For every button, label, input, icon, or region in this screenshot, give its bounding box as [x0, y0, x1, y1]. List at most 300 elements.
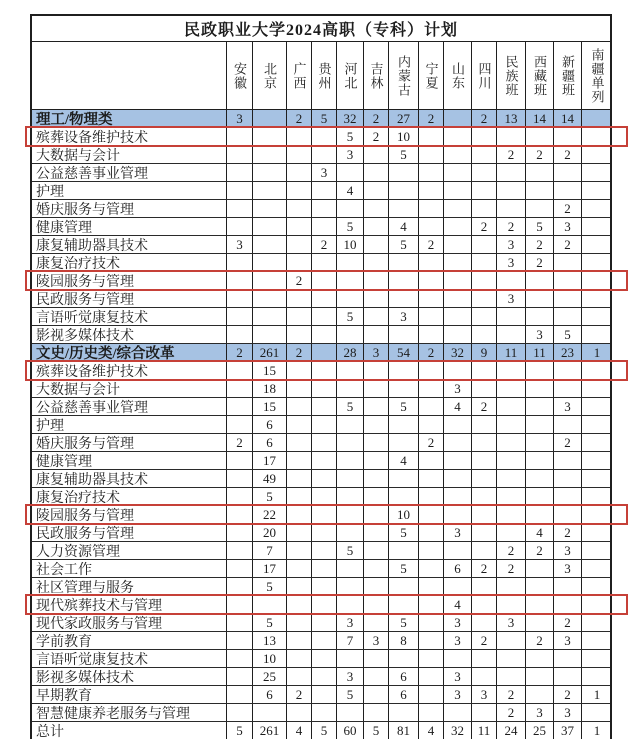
cell: [227, 596, 253, 613]
cell: [497, 488, 526, 505]
row-label: 康复辅助器具技术: [32, 236, 227, 253]
major-row: [32, 380, 610, 398]
cell: [582, 146, 612, 163]
row-label: 言语听觉康复技术: [32, 308, 227, 325]
cell: [444, 200, 472, 217]
row-label: 公益慈善事业管理: [32, 398, 227, 415]
cell: [497, 506, 526, 523]
cell: [582, 362, 612, 379]
cell: 5: [253, 578, 287, 595]
row-label: 康复治疗技术: [32, 254, 227, 271]
cell: [444, 650, 472, 667]
cell: 2: [312, 236, 337, 253]
cell: [337, 578, 364, 595]
cell: [312, 416, 337, 433]
row-label: 民政服务与管理: [32, 290, 227, 307]
cell: [444, 308, 472, 325]
cell: [253, 596, 287, 613]
cell: [337, 362, 364, 379]
cell: [364, 488, 389, 505]
cell: [472, 146, 497, 163]
cell: [337, 434, 364, 451]
row-label: 总计: [32, 722, 227, 739]
cell: 4: [526, 524, 554, 541]
cell: [287, 200, 312, 217]
cell: 3: [497, 290, 526, 307]
cell: 3: [337, 668, 364, 685]
cell: 28: [337, 344, 364, 361]
cell: [582, 524, 612, 541]
cell: [444, 110, 472, 127]
cell: 5: [389, 236, 419, 253]
cell: [287, 434, 312, 451]
cell: [444, 416, 472, 433]
cell: [444, 146, 472, 163]
row-label: 民政服务与管理: [32, 524, 227, 541]
cell: [526, 614, 554, 631]
cell: [253, 326, 287, 343]
cell: [364, 218, 389, 235]
cell: [582, 128, 612, 145]
cell: [364, 416, 389, 433]
cell: 3: [444, 524, 472, 541]
cell: 3: [444, 668, 472, 685]
cell: 49: [253, 470, 287, 487]
cell: 3: [444, 632, 472, 649]
cell: [287, 398, 312, 415]
cell: 2: [287, 686, 312, 703]
cell: [227, 470, 253, 487]
cell: [227, 380, 253, 397]
row-label: 大数据与会计: [32, 146, 227, 163]
cell: [419, 560, 444, 577]
cell: [582, 290, 612, 307]
cell: [253, 146, 287, 163]
highlighted-major-row: [32, 272, 610, 290]
cell: [472, 128, 497, 145]
cell: [312, 632, 337, 649]
cell: [287, 704, 312, 721]
cell: [389, 650, 419, 667]
cell: 23: [554, 344, 582, 361]
cell: [287, 146, 312, 163]
row-label: 学前教育: [32, 632, 227, 649]
cell: [472, 272, 497, 289]
cell: [526, 506, 554, 523]
cell: [312, 470, 337, 487]
cell: [364, 164, 389, 181]
column-header-label: 吉林: [368, 61, 384, 90]
cell: [287, 416, 312, 433]
major-row: [32, 182, 610, 200]
cell: [253, 110, 287, 127]
cell: 2: [497, 560, 526, 577]
cell: [497, 578, 526, 595]
column-header-label: 安徽: [232, 61, 247, 90]
row-label: 社区管理与服务: [32, 578, 227, 595]
cell: [526, 578, 554, 595]
cell: 8: [389, 632, 419, 649]
cell: [389, 434, 419, 451]
cell: 3: [364, 344, 389, 361]
cell: [364, 380, 389, 397]
highlighted-major-row: [32, 596, 610, 614]
cell: [472, 164, 497, 181]
cell: 5: [337, 218, 364, 235]
cell: [582, 254, 612, 271]
cell: [472, 524, 497, 541]
cell: [444, 290, 472, 307]
major-row: [32, 524, 610, 542]
cell: [582, 596, 612, 613]
cell: [497, 416, 526, 433]
column-header-label: 新疆班: [560, 54, 575, 97]
cell: [472, 182, 497, 199]
cell: [472, 596, 497, 613]
major-row: [32, 686, 610, 704]
cell: [554, 470, 582, 487]
cell: [419, 632, 444, 649]
cell: 5: [337, 308, 364, 325]
cell: [287, 596, 312, 613]
cell: [312, 308, 337, 325]
cell: [419, 668, 444, 685]
cell: 2: [227, 434, 253, 451]
major-row: [32, 254, 610, 272]
cell: [227, 614, 253, 631]
cell: [389, 704, 419, 721]
cell: [253, 236, 287, 253]
cell: [472, 650, 497, 667]
cell: [419, 380, 444, 397]
cell: [419, 686, 444, 703]
row-label: 康复治疗技术: [32, 488, 227, 505]
cell: [582, 272, 612, 289]
cell: 2: [419, 434, 444, 451]
cell: [497, 650, 526, 667]
section-header-row: [32, 344, 610, 362]
cell: [312, 434, 337, 451]
cell: [389, 200, 419, 217]
cell: 81: [389, 722, 419, 739]
cell: 5: [389, 398, 419, 415]
cell: 5: [253, 488, 287, 505]
cell: [444, 362, 472, 379]
cell: 32: [444, 344, 472, 361]
column-header-8: [419, 42, 444, 109]
major-row: [32, 542, 610, 560]
cell: 10: [253, 650, 287, 667]
cell: [554, 362, 582, 379]
cell: 3: [472, 686, 497, 703]
section-header-row: [32, 110, 610, 128]
cell: [419, 578, 444, 595]
cell: [287, 650, 312, 667]
cell: [364, 506, 389, 523]
cell: [337, 380, 364, 397]
cell: [419, 416, 444, 433]
major-row: [32, 290, 610, 308]
cell: 2: [497, 686, 526, 703]
cell: [364, 182, 389, 199]
major-row: [32, 200, 610, 218]
cell: [312, 398, 337, 415]
cell: [227, 524, 253, 541]
cell: [287, 632, 312, 649]
column-header-label: 民族班: [503, 54, 519, 97]
cell: 3: [497, 254, 526, 271]
cell: [364, 542, 389, 559]
cell: [227, 200, 253, 217]
cell: [497, 524, 526, 541]
cell: 5: [389, 614, 419, 631]
cell: [253, 182, 287, 199]
cell: 3: [554, 398, 582, 415]
cell: 10: [337, 236, 364, 253]
cell: [444, 434, 472, 451]
cell: 6: [253, 434, 287, 451]
cell: [526, 200, 554, 217]
column-header-label: 河北: [342, 61, 358, 90]
row-label: 殡葬设备维护技术: [32, 362, 227, 379]
cell: [472, 236, 497, 253]
cell: [554, 488, 582, 505]
cell: [472, 362, 497, 379]
cell: [389, 596, 419, 613]
column-header-13: [554, 42, 582, 109]
cell: [419, 650, 444, 667]
cell: [419, 254, 444, 271]
cell: [312, 326, 337, 343]
cell: [582, 182, 612, 199]
cell: [227, 128, 253, 145]
cell: 7: [337, 632, 364, 649]
cell: [364, 200, 389, 217]
major-row: [32, 578, 610, 596]
cell: [389, 488, 419, 505]
highlighted-major-row: [32, 362, 610, 380]
cell: 5: [337, 398, 364, 415]
highlighted-major-row: [32, 506, 610, 524]
table-body: [32, 110, 610, 739]
cell: 5: [364, 722, 389, 739]
cell: [582, 650, 612, 667]
row-label: 智慧健康养老服务与管理: [32, 704, 227, 721]
cell: [497, 200, 526, 217]
cell: [312, 614, 337, 631]
cell: 1: [593, 344, 601, 360]
cell: 25: [526, 722, 554, 739]
cell: [287, 506, 312, 523]
cell: [472, 614, 497, 631]
major-row: [32, 650, 610, 668]
cell: 2: [364, 110, 389, 127]
cell: [526, 650, 554, 667]
cell: [389, 542, 419, 559]
cell: [497, 326, 526, 343]
cell: 3: [389, 308, 419, 325]
cell: 11: [497, 344, 526, 361]
cell: [444, 488, 472, 505]
cell: [287, 254, 312, 271]
cell: 3: [554, 704, 582, 721]
cell: 37: [554, 722, 582, 739]
cell: 3: [526, 704, 554, 721]
column-header-label: 西藏班: [532, 54, 547, 97]
cell: [419, 128, 444, 145]
column-header-label: 南疆单列: [589, 47, 605, 104]
cell: [287, 236, 312, 253]
enrollment-plan-table: [30, 14, 612, 739]
cell: 5: [389, 560, 419, 577]
cell: [287, 308, 312, 325]
cell: [364, 704, 389, 721]
cell: [472, 542, 497, 559]
cell: [497, 632, 526, 649]
cell: 2: [554, 200, 582, 217]
cell: [337, 470, 364, 487]
cell: 2: [497, 704, 526, 721]
cell: 2: [497, 218, 526, 235]
cell: [287, 488, 312, 505]
cell: 2: [554, 614, 582, 631]
cell: [337, 596, 364, 613]
cell: [444, 272, 472, 289]
column-header-2: [253, 42, 287, 109]
cell: [312, 200, 337, 217]
row-label: 公益慈善事业管理: [32, 164, 227, 181]
cell: [287, 182, 312, 199]
column-header-label: 山东: [450, 61, 465, 90]
cell: [364, 290, 389, 307]
cell: [472, 326, 497, 343]
cell: [312, 380, 337, 397]
cell: [287, 380, 312, 397]
cell: [554, 650, 582, 667]
cell: [582, 578, 612, 595]
cell: [444, 254, 472, 271]
cell: [526, 128, 554, 145]
cell: [472, 506, 497, 523]
cell: [227, 308, 253, 325]
cell: [312, 596, 337, 613]
cell: [526, 380, 554, 397]
column-header-label: 内蒙古: [396, 54, 411, 97]
row-label: 婚庆服务与管理: [32, 200, 227, 217]
cell: 261: [253, 344, 287, 361]
cell: 3: [337, 146, 364, 163]
cell: [312, 506, 337, 523]
cell: 15: [253, 362, 287, 379]
cell: 11: [526, 344, 554, 361]
cell: [526, 560, 554, 577]
cell: [582, 416, 612, 433]
major-row: [32, 488, 610, 506]
cell: [526, 596, 554, 613]
cell: 2: [526, 542, 554, 559]
cell: [497, 164, 526, 181]
major-row: [32, 308, 610, 326]
cell: [364, 668, 389, 685]
cell: 3: [312, 164, 337, 181]
cell: 4: [389, 218, 419, 235]
cell: [497, 182, 526, 199]
cell: 4: [419, 722, 444, 739]
cell: [312, 272, 337, 289]
cell: 5: [337, 686, 364, 703]
cell: [312, 452, 337, 469]
cell: [582, 434, 612, 451]
cell: [526, 470, 554, 487]
cell: [364, 596, 389, 613]
cell: 4: [389, 452, 419, 469]
column-header-7: [389, 42, 419, 109]
cell: 2: [554, 434, 582, 451]
major-column-header: [32, 42, 227, 109]
cell: 3: [337, 614, 364, 631]
cell: 18: [253, 380, 287, 397]
cell: [364, 398, 389, 415]
cell: [444, 326, 472, 343]
major-row: [32, 470, 610, 488]
cell: [227, 326, 253, 343]
cell: [419, 542, 444, 559]
cell: [497, 272, 526, 289]
cell: [389, 272, 419, 289]
cell: [337, 506, 364, 523]
cell: 11: [472, 722, 497, 739]
cell: [582, 398, 612, 415]
cell: 5: [389, 524, 419, 541]
cell: [337, 524, 364, 541]
row-label: 大数据与会计: [32, 380, 227, 397]
cell: [253, 218, 287, 235]
cell: [227, 488, 253, 505]
cell: [554, 272, 582, 289]
cell: 5: [526, 218, 554, 235]
column-header-9: [444, 42, 472, 109]
column-header-1: [227, 42, 253, 109]
cell: [419, 308, 444, 325]
column-header-label: 广西: [291, 61, 307, 90]
cell: [337, 326, 364, 343]
cell: [472, 200, 497, 217]
cell: 2: [497, 146, 526, 163]
row-label: 早期教育: [32, 686, 227, 703]
cell: 3: [444, 686, 472, 703]
column-header-row: [32, 42, 610, 110]
row-label: 婚庆服务与管理: [32, 434, 227, 451]
cell: [287, 542, 312, 559]
cell: [582, 218, 612, 235]
cell: 3: [554, 542, 582, 559]
cell: [582, 560, 612, 577]
cell: [582, 326, 612, 343]
cell: [497, 362, 526, 379]
cell: [444, 452, 472, 469]
cell: 3: [554, 218, 582, 235]
cell: [287, 614, 312, 631]
row-label: 言语听觉康复技术: [32, 650, 227, 667]
major-row: [32, 560, 610, 578]
cell: [497, 128, 526, 145]
cell: [287, 668, 312, 685]
cell: 60: [337, 722, 364, 739]
cell: 3: [227, 236, 253, 253]
cell: [364, 254, 389, 271]
cell: [364, 434, 389, 451]
cell: [526, 488, 554, 505]
